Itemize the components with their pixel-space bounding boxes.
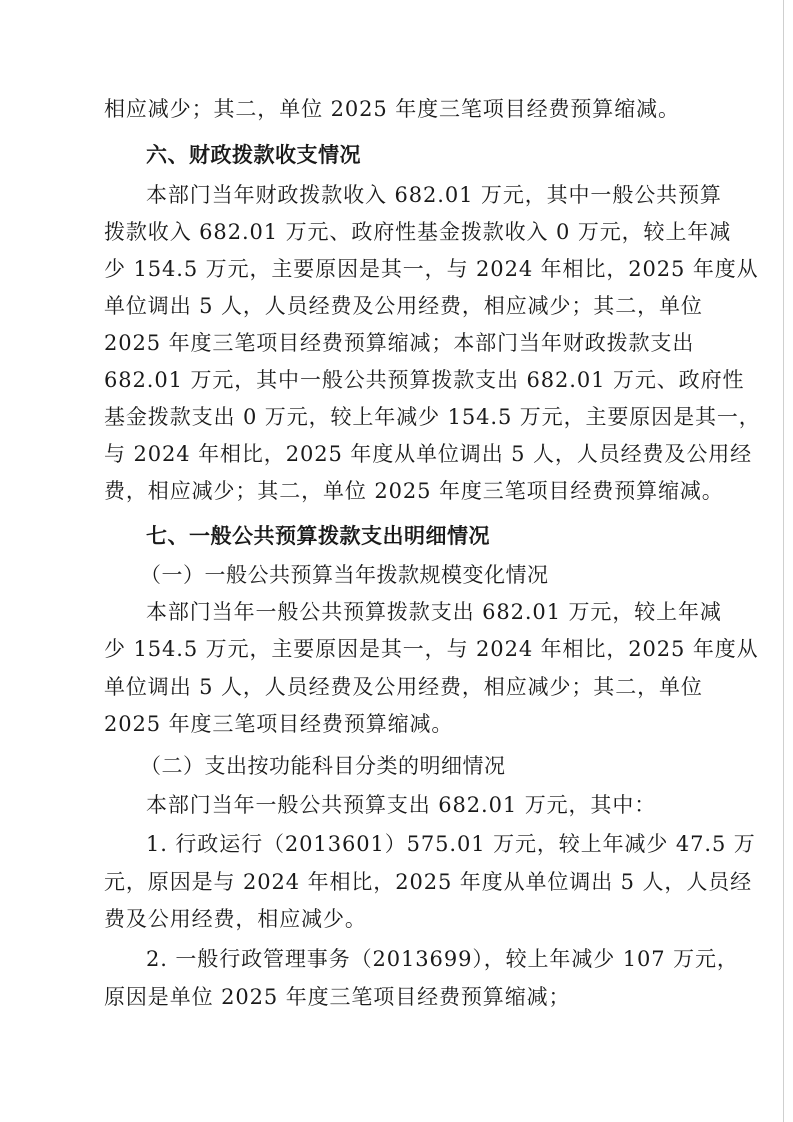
body-line: 单位调出 5 人，人员经费及公用经费，相应减少；其二，单位 (104, 675, 703, 699)
body-line: 拨款收入 682.01 万元、政府性基金拨款收入 0 万元，较上年减 (104, 220, 732, 244)
body-line: 费，相应减少；其二，单位 2025 年度三笔项目经费预算缩减。 (104, 479, 724, 503)
body-line: 本部门当年一般公共预算拨款支出 682.01 万元，较上年减 (146, 600, 722, 624)
section-heading: 六、财政拨款收支情况 (146, 143, 361, 167)
body-line: 少 154.5 万元，主要原因是其一，与 2024 年相比，2025 年度从 (104, 257, 759, 281)
body-line: 2. 一般行政管理事务（2013699），较上年减少 107 万元， (146, 947, 739, 971)
body-line: 2025 年度三笔项目经费预算缩减；本部门当年财政拨款支出 (104, 331, 695, 355)
body-line: 单位调出 5 人，人员经费及公用经费，相应减少；其二，单位 (104, 294, 703, 318)
subsection-heading: （一）一般公共预算当年拨款规模变化情况 (140, 563, 549, 587)
body-line: 682.01 万元，其中一般公共预算拨款支出 682.01 万元、政府性 (104, 368, 745, 392)
body-line: 原因是单位 2025 年度三笔项目经费预算缩减； (104, 985, 571, 1009)
body-line: 1. 行政运行（2013601）575.01 万元，较上年减少 47.5 万 (146, 832, 756, 856)
body-line: 本部门当年财政拨款收入 682.01 万元，其中一般公共预算 (146, 183, 722, 207)
section-heading: 七、一般公共预算拨款支出明细情况 (146, 524, 490, 548)
body-line: 与 2024 年相比，2025 年度从单位调出 5 人，人员经费及公用经 (104, 442, 753, 466)
body-line: 2025 年度三笔项目经费预算缩减。 (104, 712, 454, 736)
body-line: 本部门当年一般公共预算支出 682.01 万元，其中： (146, 793, 657, 817)
body-line: 相应减少；其二，单位 2025 年度三笔项目经费预算缩减。 (104, 97, 680, 121)
body-line: 基金拨款支出 0 万元，较上年减少 154.5 万元，主要原因是其一， (104, 405, 761, 429)
body-line: 费及公用经费，相应减少。 (104, 907, 367, 931)
scan-edge-line (783, 0, 784, 1122)
body-line: 少 154.5 万元，主要原因是其一，与 2024 年相比，2025 年度从 (104, 637, 759, 661)
body-line: 元，原因是与 2024 年相比，2025 年度从单位调出 5 人，人员经 (104, 870, 753, 894)
subsection-heading: （二）支出按功能科目分类的明细情况 (140, 754, 506, 778)
